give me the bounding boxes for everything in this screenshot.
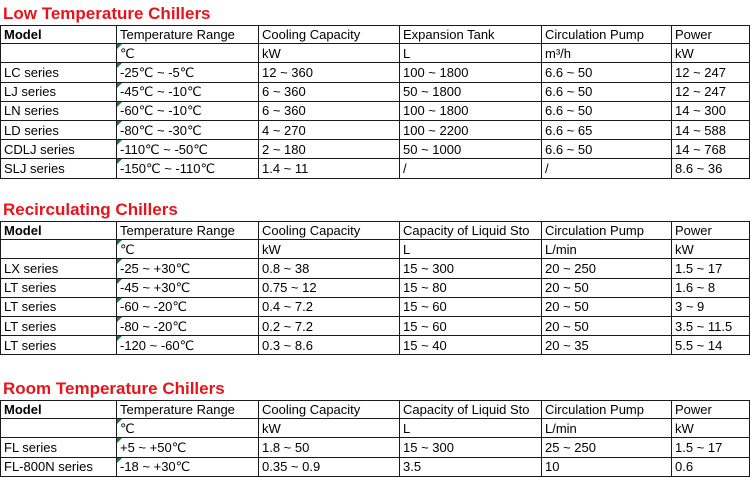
table-cell[interactable]: 20 ~ 35 — [542, 336, 672, 355]
table-cell[interactable]: 50 ~ 1800 — [400, 83, 542, 102]
table-cell[interactable]: 14 ~ 300 — [672, 102, 750, 121]
table-cell[interactable]: 1.5 ~ 17 — [672, 438, 750, 457]
table-cell[interactable]: 20 ~ 50 — [542, 279, 672, 298]
table-cell[interactable]: LT series — [0, 317, 117, 336]
table-cell[interactable]: LT series — [0, 279, 117, 298]
table-cell[interactable]: 6 ~ 360 — [259, 102, 400, 121]
table-cell[interactable]: 2 ~ 180 — [259, 140, 400, 159]
table-row — [0, 317, 750, 336]
table-cell[interactable]: LD series — [0, 121, 117, 140]
table-cell[interactable]: 4 ~ 270 — [259, 121, 400, 140]
table-cell[interactable]: Expansion Tank — [400, 25, 542, 44]
table-cell[interactable]: Circulation Pump — [542, 400, 672, 419]
table-cell[interactable]: 6.6 ~ 50 — [542, 83, 672, 102]
table-cell[interactable]: 0.3 ~ 8.6 — [259, 336, 400, 355]
table-cell[interactable] — [0, 419, 117, 438]
table-cell[interactable]: Temperature Range — [117, 400, 259, 419]
table-cell[interactable]: L — [400, 44, 542, 63]
table-cell[interactable]: 0.75 ~ 12 — [259, 279, 400, 298]
table-cell[interactable]: -60℃ ~ -10℃ — [117, 102, 259, 121]
table-cell[interactable]: SLJ series — [0, 159, 117, 178]
table-cell[interactable]: -110℃ ~ -50℃ — [117, 140, 259, 159]
table-row — [0, 121, 750, 140]
table-header-row — [0, 221, 750, 240]
table-cell[interactable]: 6.6 ~ 65 — [542, 121, 672, 140]
table-cell[interactable]: LJ series — [0, 83, 117, 102]
table-cell[interactable]: 6.6 ~ 50 — [542, 140, 672, 159]
table-cell[interactable]: ℃ — [117, 419, 259, 438]
table-cell[interactable]: -60 ~ -20℃ — [117, 298, 259, 317]
section-title-row — [0, 196, 750, 221]
section-title: Low Temperature Chillers — [3, 4, 211, 23]
table-cell[interactable]: LT series — [0, 298, 117, 317]
table-cell[interactable]: kW — [672, 419, 750, 438]
table-cell[interactable]: 10 — [542, 458, 672, 477]
table-cell[interactable]: 3.5 ~ 11.5 — [672, 317, 750, 336]
table-cell[interactable]: Capacity of Liquid Sto — [400, 400, 542, 419]
table-cell[interactable]: 20 ~ 50 — [542, 317, 672, 336]
table-cell[interactable]: kW — [259, 44, 400, 63]
table-cell[interactable]: kW — [259, 240, 400, 259]
table-cell[interactable]: -80℃ ~ -30℃ — [117, 121, 259, 140]
table-cell[interactable]: m³/h — [542, 44, 672, 63]
table-cell[interactable] — [0, 44, 117, 63]
section-title-row — [0, 0, 750, 25]
table-cell[interactable]: LC series — [0, 63, 117, 82]
table-cell[interactable]: kW — [672, 240, 750, 259]
table-cell[interactable]: L — [400, 419, 542, 438]
table-cell[interactable]: 8.6 ~ 36 — [672, 159, 750, 178]
section-title: Room Temperature Chillers — [3, 379, 225, 398]
table-cell[interactable]: Circulation Pump — [542, 221, 672, 240]
table-cell[interactable]: LN series — [0, 102, 117, 121]
table-cell[interactable]: 3 ~ 9 — [672, 298, 750, 317]
table-row — [0, 438, 750, 457]
table-cell[interactable]: 1.4 ~ 11 — [259, 159, 400, 178]
table-cell[interactable]: Cooling Capacity — [259, 221, 400, 240]
table-cell[interactable]: / — [542, 159, 672, 178]
table-cell[interactable]: 15 ~ 300 — [400, 259, 542, 278]
table-cell[interactable]: 6 ~ 360 — [259, 83, 400, 102]
table-cell[interactable]: 3.5 — [400, 458, 542, 477]
table-cell[interactable]: Temperature Range — [117, 25, 259, 44]
table-cell[interactable]: kW — [672, 44, 750, 63]
table-cell[interactable]: 6.6 ~ 50 — [542, 102, 672, 121]
table-cell[interactable]: Cooling Capacity — [259, 25, 400, 44]
table-cell[interactable]: 12 ~ 360 — [259, 63, 400, 82]
table-cell[interactable]: 15 ~ 60 — [400, 317, 542, 336]
table-cell[interactable]: 20 ~ 250 — [542, 259, 672, 278]
table-cell[interactable]: L/min — [542, 419, 672, 438]
table-cell[interactable]: 6.6 ~ 50 — [542, 63, 672, 82]
table-cell[interactable]: 15 ~ 60 — [400, 298, 542, 317]
table-cell[interactable]: -150℃ ~ -110℃ — [117, 159, 259, 178]
table-cell[interactable]: 12 ~ 247 — [672, 83, 750, 102]
table-row — [0, 83, 750, 102]
table-cell[interactable]: 100 ~ 2200 — [400, 121, 542, 140]
table-cell[interactable]: 0.2 ~ 7.2 — [259, 317, 400, 336]
table-units-row — [0, 419, 750, 438]
table-row — [0, 298, 750, 317]
table-cell[interactable]: Power — [672, 25, 750, 44]
table-cell[interactable]: 1.8 ~ 50 — [259, 438, 400, 457]
table-cell[interactable] — [0, 240, 117, 259]
table-cell[interactable]: L/min — [542, 240, 672, 259]
table-cell[interactable]: 14 ~ 588 — [672, 121, 750, 140]
table-cell[interactable]: Circulation Pump — [542, 25, 672, 44]
table-cell[interactable]: 0.35 ~ 0.9 — [259, 458, 400, 477]
table-cell[interactable]: Capacity of Liquid Sto — [400, 221, 542, 240]
table-cell[interactable]: 50 ~ 1000 — [400, 140, 542, 159]
table-cell[interactable]: 15 ~ 40 — [400, 336, 542, 355]
table-cell[interactable]: Cooling Capacity — [259, 400, 400, 419]
table-cell[interactable]: 20 ~ 50 — [542, 298, 672, 317]
table-row — [0, 102, 750, 121]
table-cell[interactable]: 1.5 ~ 17 — [672, 259, 750, 278]
table-cell[interactable]: 0.8 ~ 38 — [259, 259, 400, 278]
section-title: Recirculating Chillers — [3, 200, 178, 219]
table-row — [0, 279, 750, 298]
table-cell[interactable]: 14 ~ 768 — [672, 140, 750, 159]
table-cell[interactable]: 25 ~ 250 — [542, 438, 672, 457]
table-row — [0, 458, 750, 477]
table-cell[interactable]: +5 ~ +50℃ — [117, 438, 259, 457]
table-cell[interactable]: FL-800N series — [0, 458, 117, 477]
table-cell[interactable]: -18 ~ +30℃ — [117, 458, 259, 477]
table-cell[interactable]: 5.5 ~ 14 — [672, 336, 750, 355]
table-cell[interactable]: kW — [259, 419, 400, 438]
table-cell[interactable]: Temperature Range — [117, 221, 259, 240]
table-cell[interactable]: 0.4 ~ 7.2 — [259, 298, 400, 317]
table-cell[interactable]: Model — [0, 400, 117, 419]
table-cell[interactable]: L — [400, 240, 542, 259]
table-cell[interactable]: -45 ~ +30℃ — [117, 279, 259, 298]
table-cell[interactable]: -25℃ ~ -5℃ — [117, 63, 259, 82]
section-title-row — [0, 375, 750, 400]
table-cell[interactable]: -80 ~ -20℃ — [117, 317, 259, 336]
table-cell[interactable]: -45℃ ~ -10℃ — [117, 83, 259, 102]
table-cell[interactable]: Power — [672, 400, 750, 419]
table-cell[interactable]: ℃ — [117, 44, 259, 63]
table-units-row — [0, 240, 750, 259]
table-row — [0, 159, 750, 178]
table-header-row — [0, 400, 750, 419]
table-cell[interactable]: 15 ~ 300 — [400, 438, 542, 457]
table-cell[interactable]: LX series — [0, 259, 117, 278]
table-cell[interactable]: 15 ~ 80 — [400, 279, 542, 298]
table-cell[interactable]: 1.6 ~ 8 — [672, 279, 750, 298]
table-row — [0, 140, 750, 159]
table-row — [0, 63, 750, 82]
table-cell[interactable]: 0.6 — [672, 458, 750, 477]
table-cell[interactable]: LT series — [0, 336, 117, 355]
table-cell[interactable]: 12 ~ 247 — [672, 63, 750, 82]
table-cell[interactable]: / — [400, 159, 542, 178]
table-cell[interactable]: Model — [0, 25, 117, 44]
table-cell[interactable]: ℃ — [117, 240, 259, 259]
table-cell[interactable]: -120 ~ -60℃ — [117, 336, 259, 355]
table-header-row — [0, 25, 750, 44]
table-cell[interactable]: 100 ~ 1800 — [400, 102, 542, 121]
table-cell[interactable]: -25 ~ +30℃ — [117, 259, 259, 278]
table-cell[interactable]: CDLJ series — [0, 140, 117, 159]
table-cell[interactable]: 100 ~ 1800 — [400, 63, 542, 82]
table-row — [0, 259, 750, 278]
table-cell[interactable]: Model — [0, 221, 117, 240]
table-units-row — [0, 44, 750, 63]
table-cell[interactable]: FL series — [0, 438, 117, 457]
table-row — [0, 336, 750, 355]
table-cell[interactable]: Power — [672, 221, 750, 240]
